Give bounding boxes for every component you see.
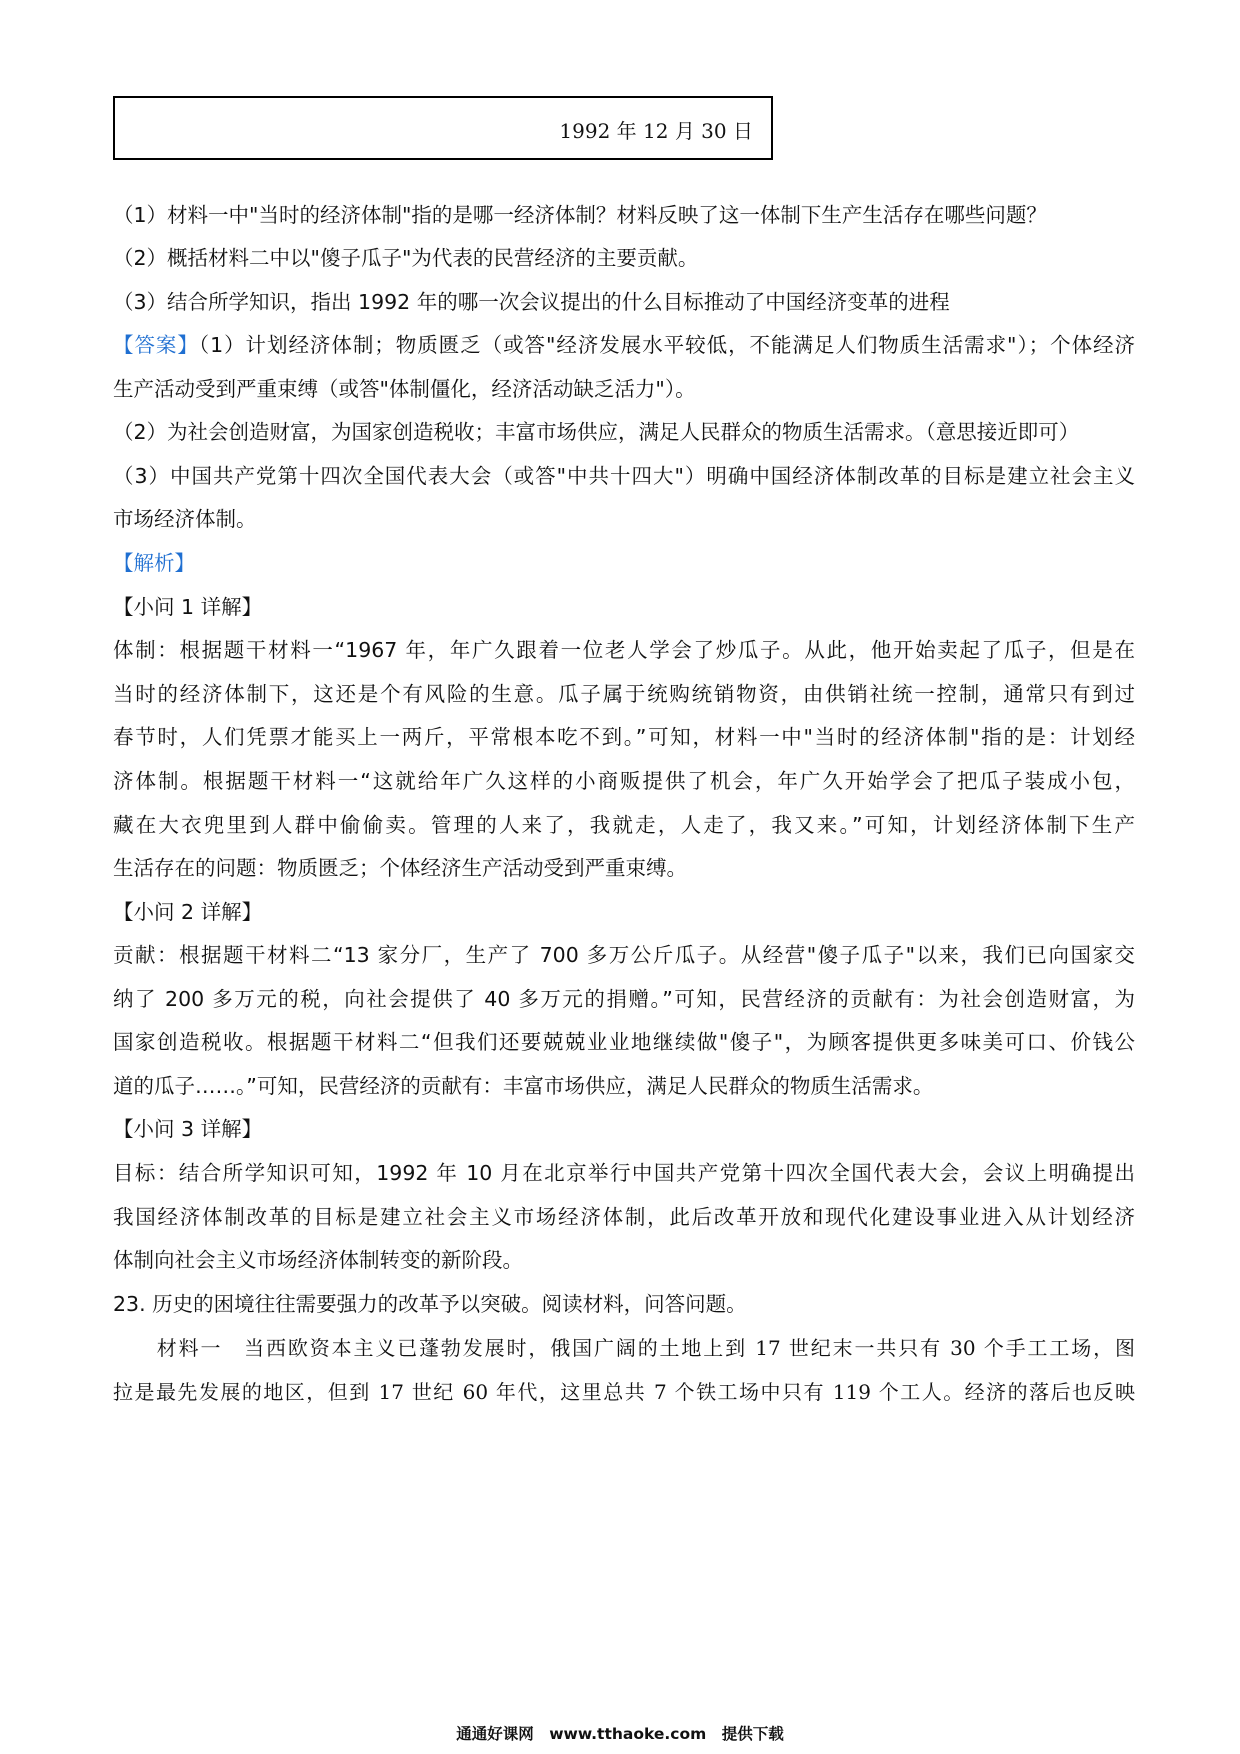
sub2-line: 国家创造税收。根据题干材料二“但我们还要兢兢业业地继续做"傻子"，为顾客提供更多味美可口、价钱公 bbox=[113, 1030, 1135, 1054]
sub1-line: 济体制。根据题干材料一“这就给年广久这样的小商贩提供了机会，年广久开始学会了把瓜子装成小包， bbox=[113, 769, 1135, 793]
sub3-heading: 【小问 3 详解】 bbox=[113, 1117, 263, 1141]
question-3: （3）结合所学知识，指出 1992 年的哪一次会议提出的什么目标推动了中国经济变革的进程 bbox=[113, 290, 950, 314]
sub3-line: 我国经济体制改革的目标是建立社会主义市场经济体制，此后改革开放和现代化建设事业进入从计划经济 bbox=[113, 1205, 1135, 1229]
question-23-title: 23. 历史的困境往往需要强力的改革予以突破。阅读材料，问答问题。 bbox=[113, 1292, 747, 1316]
analysis-tag: 【解析】 bbox=[113, 551, 195, 575]
answer-line-5: 市场经济体制。 bbox=[113, 507, 257, 531]
sub3-line: 目标：结合所学知识可知，1992 年 10 月在北京举行中国共产党第十四次全国代表大会，会议上明确提出 bbox=[113, 1161, 1135, 1185]
material-date: 1992 年 12 月 30 日 bbox=[559, 119, 753, 143]
material-date-box bbox=[113, 96, 773, 160]
sub3-line: 体制向社会主义市场经济体制转变的新阶段。 bbox=[113, 1248, 523, 1272]
sub1-line: 春节时，人们凭票才能买上一两斤，平常根本吃不到。”可知，材料一中"当时的经济体制"指的是：计划经 bbox=[113, 725, 1135, 749]
answer-text-1: （1）计划经济体制；物质匮乏（或答"经济发展水平较低，不能满足人们物质生活需求"）；个体经济 bbox=[198, 333, 1135, 357]
answer-line-2: 生产活动受到严重束缚（或答"体制僵化，经济活动缺乏活力"）。 bbox=[113, 377, 696, 401]
sub1-heading: 【小问 1 详解】 bbox=[113, 595, 263, 619]
footer-watermark: 通通好课网 www.tthaoke.com 提供下载 bbox=[456, 1725, 784, 1743]
answer-line-3: （2）为社会创造财富，为国家创造税收；丰富市场供应，满足人民群众的物质生活需求。（意思接近即可） bbox=[113, 420, 1080, 444]
sub2-line: 贡献：根据题干材料二“13 家分厂，生产了 700 多万公斤瓜子。从经营"傻子瓜子"以来，我们已向国家交 bbox=[113, 943, 1135, 967]
material-line: 材料一 当西欧资本主义已蓬勃发展时，俄国广阔的土地上到 17 世纪末一共只有 30 个手工工场，图 bbox=[113, 1336, 1135, 1360]
question-2: （2）概括材料二中以"傻子瓜子"为代表的民营经济的主要贡献。 bbox=[113, 246, 699, 270]
question-1: （1）材料一中"当时的经济体制"指的是哪一经济体制？材料反映了这一体制下生产生活存在哪些问题？ bbox=[113, 203, 1047, 227]
answer-tag: 【答案】 bbox=[113, 333, 199, 357]
sub2-heading: 【小问 2 详解】 bbox=[113, 900, 263, 924]
sub1-line: 体制：根据题干材料一“1967 年，年广久跟着一位老人学会了炒瓜子。从此，他开始卖起了瓜子，但是在 bbox=[113, 638, 1135, 662]
sub1-line: 当时的经济体制下，这还是个有风险的生意。瓜子属于统购统销物资，由供销社统一控制，通常只有到过 bbox=[113, 682, 1135, 706]
answer-line-4: （3）中国共产党第十四次全国代表大会（或答"中共十四大"）明确中国经济体制改革的目标是建立社会主义 bbox=[113, 464, 1135, 488]
sub2-line: 纳了 200 多万元的税，向社会提供了 40 多万元的捐赠。”可知，民营经济的贡献有：为社会创造财富，为 bbox=[113, 987, 1135, 1011]
answer-line-1 bbox=[113, 330, 1135, 360]
sub2-line: 道的瓜子……。”可知，民营经济的贡献有：丰富市场供应，满足人民群众的物质生活需求。 bbox=[113, 1074, 934, 1098]
material-line: 拉是最先发展的地区，但到 17 世纪 60 年代，这里总共 7 个铁工场中只有 119 个工人。经济的落后也反映 bbox=[113, 1380, 1135, 1404]
sub1-line: 藏在大衣兜里到人群中偷偷卖。管理的人来了，我就走，人走了，我又来。”可知，计划经济体制下生产 bbox=[113, 813, 1135, 837]
sub1-line: 生活存在的问题：物质匮乏；个体经济生产活动受到严重束缚。 bbox=[113, 856, 687, 880]
